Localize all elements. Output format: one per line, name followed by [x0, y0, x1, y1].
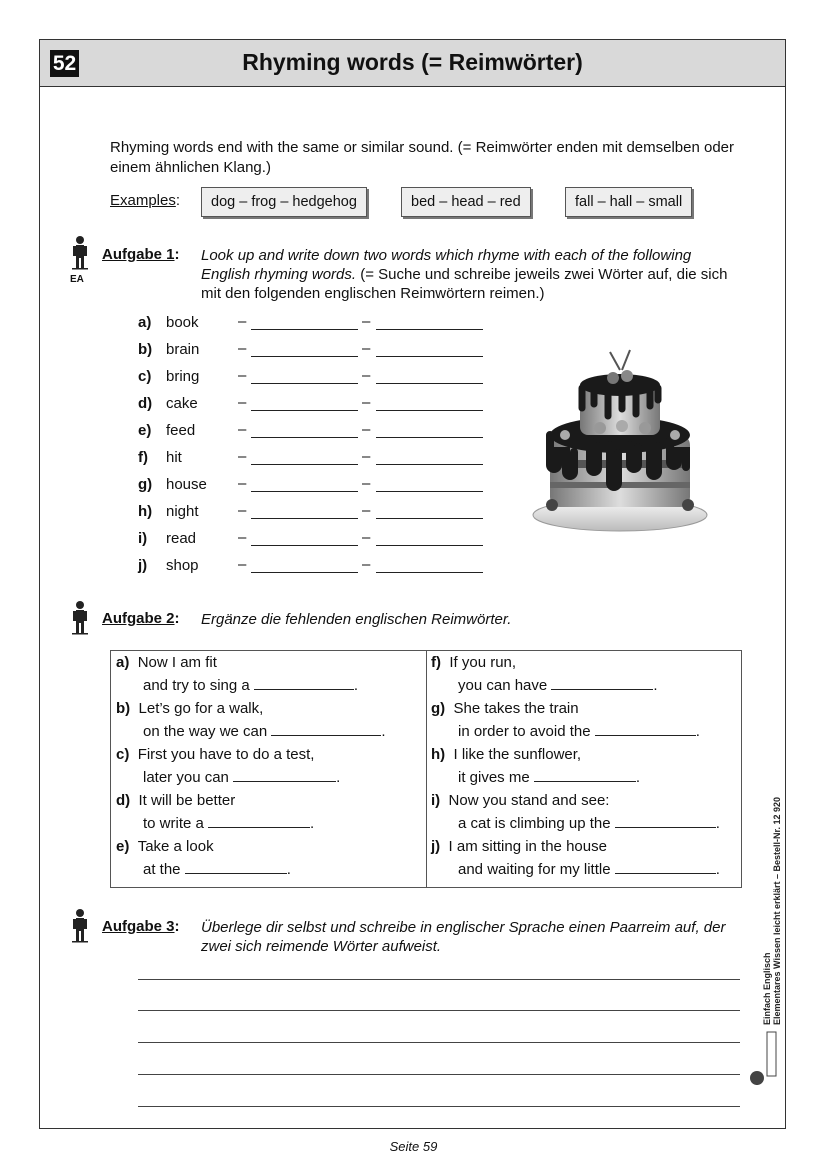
- answer-line[interactable]: [138, 1010, 740, 1011]
- item-letter: e): [138, 422, 152, 439]
- answer-blank[interactable]: [251, 329, 358, 330]
- rhyme-line-2: you can have .: [458, 677, 658, 694]
- page-number: Seite 59: [389, 1139, 438, 1154]
- answer-blank[interactable]: [251, 356, 358, 357]
- item-letter: d): [138, 395, 153, 412]
- item-letter: g): [138, 476, 153, 493]
- item-word: night: [166, 503, 199, 520]
- task1-item: [138, 502, 199, 522]
- rhyme-line-2: a cat is climbing up the .: [458, 815, 720, 832]
- task1-label: Aufgabe 1:: [102, 246, 180, 263]
- rhyme-line-2: to write a .: [143, 815, 315, 832]
- rhyme-line-1: i) Now you stand and see:: [431, 792, 610, 809]
- worksheet-number: 52: [50, 50, 79, 77]
- task3-instruction: Überlege dir selbst und schreibe in englischer Sprache einen Paarreim auf, der zwei sich reimende Wörter aufweist.: [201, 919, 726, 955]
- side-line-1: Einfach Englisch: [762, 952, 772, 1025]
- dash: –: [238, 529, 247, 546]
- answer-blank[interactable]: [376, 410, 483, 411]
- dash: –: [362, 556, 371, 573]
- task1-item: [138, 475, 207, 495]
- task1-item: [138, 529, 196, 549]
- ea-badge: EA: [70, 274, 84, 285]
- dash: –: [362, 529, 371, 546]
- answer-blank[interactable]: [251, 383, 358, 384]
- answer-blank[interactable]: [376, 518, 483, 519]
- student-figure-icon: [70, 235, 90, 275]
- rhyme-line-1: b) Let’s go for a walk,: [116, 700, 264, 717]
- answer-blank[interactable]: [251, 410, 358, 411]
- answer-line[interactable]: [138, 1106, 740, 1107]
- rhyme-line-1: c) First you have to do a test,: [116, 746, 315, 763]
- dash: –: [238, 448, 247, 465]
- dash: –: [238, 556, 247, 573]
- side-publisher-info: [762, 725, 792, 1025]
- task1-item: [138, 313, 199, 333]
- dash: –: [362, 313, 371, 330]
- answer-blank[interactable]: [534, 767, 636, 782]
- answer-blank[interactable]: [251, 572, 358, 573]
- rhyme-line-1: h) I like the sunflower,: [431, 746, 582, 763]
- answer-line[interactable]: [138, 1042, 740, 1043]
- task3-label: Aufgabe 3:: [102, 918, 180, 935]
- rhyme-line-2: in order to avoid the .: [458, 723, 700, 740]
- dash: –: [362, 448, 371, 465]
- rhyme-line-1: a) Now I am fit: [116, 654, 217, 671]
- side-line-2: Elementares Wissen leicht erklärt – Bestell-Nr. 12 920: [772, 796, 782, 1025]
- item-letter: f): [138, 449, 148, 466]
- rhyme-line-2: later you can .: [143, 769, 341, 786]
- answer-blank[interactable]: [376, 545, 483, 546]
- item-word: book: [166, 314, 199, 331]
- item-letter: h): [138, 503, 153, 520]
- answer-blank[interactable]: [251, 491, 358, 492]
- publisher-logo: [748, 1030, 778, 1085]
- item-letter: i): [138, 530, 148, 547]
- dash: –: [238, 340, 247, 357]
- item-word: feed: [166, 422, 196, 439]
- intro-text: Rhyming words end with the same or similar sound. (= Reimwörter enden mit demselben oder einem ähnlichen Klang.): [110, 139, 735, 176]
- answer-blank[interactable]: [595, 721, 696, 736]
- dash: –: [362, 394, 371, 411]
- answer-blank[interactable]: [271, 721, 381, 736]
- dash: –: [362, 340, 371, 357]
- header-bar: [40, 40, 785, 87]
- rhyme-line-1: j) I am sitting in the house: [431, 838, 607, 855]
- answer-blank[interactable]: [376, 329, 483, 330]
- item-word: bring: [166, 368, 200, 385]
- item-letter: a): [138, 314, 152, 331]
- answer-blank[interactable]: [376, 383, 483, 384]
- item-letter: j): [138, 557, 148, 574]
- answer-blank[interactable]: [376, 572, 483, 573]
- answer-line[interactable]: [138, 1074, 740, 1075]
- answer-blank[interactable]: [251, 437, 358, 438]
- dash: –: [238, 367, 247, 384]
- task1-item: [138, 340, 199, 360]
- task1-item: [138, 448, 182, 468]
- task1-instruction: Look up and write down two words which rhyme with each of the following English rhyming words. (= Suche und schreibe jeweils zwei Wörter auf, die sich mit den folgenden englischen Reimwörtern reimen.): [201, 247, 728, 302]
- rhyme-line-1: f) If you run,: [431, 654, 517, 671]
- rhyme-line-2: it gives me .: [458, 769, 641, 786]
- answer-blank[interactable]: [251, 464, 358, 465]
- worksheet-frame: [39, 39, 786, 1129]
- rhyme-line-2: at the .: [143, 861, 291, 878]
- dash: –: [238, 502, 247, 519]
- rhyme-table: [110, 650, 742, 888]
- task1-item: [138, 367, 199, 387]
- student-figure-icon: [70, 908, 90, 948]
- answer-blank[interactable]: [615, 813, 716, 828]
- dash: –: [238, 475, 247, 492]
- example-box-1: dog – frog – hedgehog: [201, 187, 367, 217]
- item-word: house: [166, 476, 207, 493]
- item-word: shop: [166, 557, 199, 574]
- answer-blank[interactable]: [254, 675, 354, 690]
- student-figure-icon: [70, 600, 90, 640]
- example-box-2: bed – head – red: [401, 187, 531, 217]
- answer-blank[interactable]: [185, 859, 287, 874]
- answer-blank[interactable]: [376, 356, 483, 357]
- dash: –: [362, 475, 371, 492]
- answer-blank[interactable]: [551, 675, 653, 690]
- rhyme-line-2: and waiting for my little .: [458, 861, 720, 878]
- item-word: brain: [166, 341, 200, 358]
- rhyme-line-1: d) It will be better: [116, 792, 236, 809]
- rhyme-line-2: on the way we can .: [143, 723, 386, 740]
- answer-blank[interactable]: [233, 767, 336, 782]
- answer-blank[interactable]: [615, 859, 716, 874]
- task1-item: [138, 556, 199, 576]
- answer-blank[interactable]: [251, 518, 358, 519]
- dash: –: [238, 394, 247, 411]
- tree-logo-icon: [748, 1030, 778, 1085]
- item-word: read: [166, 530, 197, 547]
- page-title: Rhyming words (= Reimwörter): [242, 49, 583, 75]
- answer-blank[interactable]: [376, 437, 483, 438]
- task1-item: [138, 394, 198, 414]
- table-divider: [426, 651, 427, 887]
- example-box-3: fall – hall – small: [565, 187, 692, 217]
- answer-blank[interactable]: [376, 464, 483, 465]
- item-letter: c): [138, 368, 152, 385]
- dash: –: [362, 502, 371, 519]
- dash: –: [238, 421, 247, 438]
- rhyme-line-2: and try to sing a .: [143, 677, 359, 694]
- examples-label: Examples:: [110, 192, 181, 209]
- task2-label: Aufgabe 2:: [102, 610, 180, 627]
- answer-blank[interactable]: [376, 491, 483, 492]
- rhyme-line-1: e) Take a look: [116, 838, 214, 855]
- item-letter: b): [138, 341, 153, 358]
- item-word: cake: [166, 395, 198, 412]
- item-word: hit: [166, 449, 182, 466]
- dash: –: [238, 313, 247, 330]
- answer-blank[interactable]: [251, 545, 358, 546]
- answer-blank[interactable]: [208, 813, 310, 828]
- answer-line[interactable]: [138, 979, 740, 980]
- task2-instruction: Ergänze die fehlenden englischen Reimwörter.: [201, 611, 512, 628]
- rhyme-line-1: g) She takes the train: [431, 700, 579, 717]
- dash: –: [362, 367, 371, 384]
- task1-item: [138, 421, 195, 441]
- cake-illustration: [530, 340, 710, 540]
- dash: –: [362, 421, 371, 438]
